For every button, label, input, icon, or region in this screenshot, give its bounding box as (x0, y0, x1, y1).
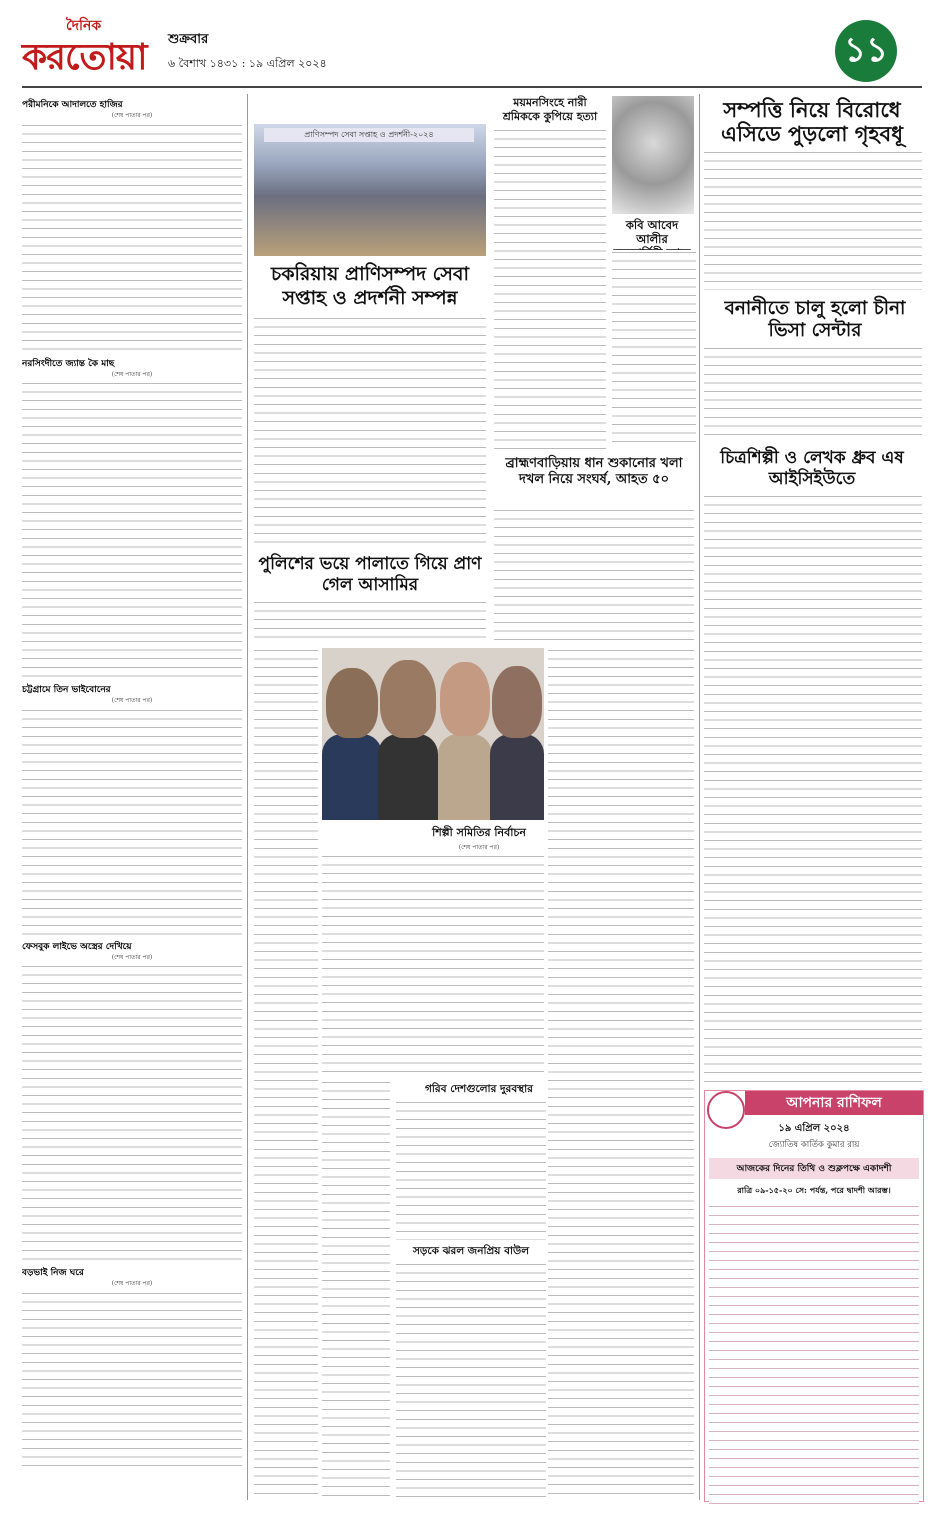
body-text (494, 128, 606, 450)
horoscope-box (704, 1090, 924, 1502)
section-title: বড়ভাই নিজ ঘরে (22, 1268, 84, 1279)
body-text (254, 648, 318, 1498)
section-title: ফেসবুক লাইভে অস্ত্রের দেখিয়ে (22, 941, 132, 952)
continued-label: (শেষ পাতার পর) (111, 953, 153, 961)
portrait (492, 666, 542, 738)
event-banner: প্রাণিসম্পদ সেবা সপ্তাহ ও প্রদর্শনী-২০২৪ (264, 128, 474, 142)
poet-portrait (612, 96, 694, 214)
portrait (326, 668, 378, 738)
horoscope-author: জ্যোতিষ কার্তিক কুমার রায় (768, 1140, 860, 1150)
headline-shilpi: শিল্পী সমিতির নির্বাচন (432, 826, 526, 839)
continued-label: (শেষ পাতার পর) (458, 844, 500, 851)
body-text (22, 1291, 242, 1471)
headline-kobi: কবি আবেদ আলীর (625, 218, 679, 246)
issue-date: ৬ বৈশাখ ১৪৩১ : ১৯ এপ্রিল ২০২৪ (168, 57, 327, 70)
column-divider (247, 94, 248, 1500)
body-text (494, 508, 694, 644)
headline-china: বনানীতে চালু হলো চীনা ভিসা সেন্টার (724, 298, 906, 341)
horoscope-entries (709, 1204, 919, 1504)
column-divider (699, 94, 700, 1500)
body-text (704, 494, 922, 1084)
section-title: পরীমনিকে আদালতে হাজির (22, 100, 123, 110)
section-title: চট্টগ্রামে তিন ভাইবোনের (22, 685, 111, 696)
headline-sorok: সড়কে ঝরল জনপ্রিয় বাউল (412, 1245, 530, 1257)
headline-mymensingh: ময়মনসিংহে নারী শ্রমিককে কুপিয়ে হত্যা (502, 96, 598, 123)
tithi-label: আজকের দিনের তিথি ও শুক্লপক্ষে একাদশী (709, 1158, 919, 1179)
portrait (380, 660, 436, 738)
headline-gorib: গরিব দেশগুলোর দুরবস্থার (425, 1083, 533, 1095)
body-text (612, 250, 696, 450)
headline-chitroshilpi: চিত্রশিল্পী ও লেখক ধ্রুব এষ আইসিইউতে (720, 448, 904, 489)
headline-brahmanbaria: ব্রাহ্মণবাড়িয়ায় ধান শুকানোর খলা দখল নিয়ে সংঘর্ষ, আহত ৫০ (505, 456, 683, 487)
continued-label: (শেষ পাতার পর) (111, 1280, 153, 1288)
continued-label: (শেষ পাতার পর) (111, 697, 153, 705)
body-text (22, 381, 242, 681)
event-photo (254, 124, 486, 256)
body-text (254, 316, 486, 544)
artists-photo (322, 648, 544, 820)
body-text (22, 964, 242, 1264)
left-column (22, 96, 242, 1496)
headline-police: পুলিশের ভয়ে পালাতে গিয়ে প্রাণ গেল আসামির (258, 554, 482, 595)
body-text (254, 600, 486, 644)
masthead-small-title: দৈনিক (66, 18, 102, 34)
continued-label: (শেষ পাতার পর) (111, 370, 153, 378)
headline-sompotti: সম্পত্তি নিয়ে বিরোধে এসিডে পুড়লো গৃহবধূ (720, 97, 904, 146)
header-divider (22, 86, 922, 88)
body-text (396, 1262, 546, 1498)
issue-day: শুক্রবার (168, 32, 209, 47)
horoscope-title: আপনার রাশিফল (745, 1091, 923, 1115)
body-text (548, 648, 694, 1498)
body-text (322, 1080, 390, 1498)
masthead-title: করতোয়া (22, 36, 147, 78)
section-title: নরসিংদীতে জ্যান্ত কৈ মাছ (22, 358, 115, 369)
tithi-text: রাত্রি ০৯-১৫-২০ সে: পর্যন্ত, পরে দ্বাদশী আরম্ভ। (737, 1185, 891, 1195)
horoscope-date: ১৯ এপ্রিল ২০২৪ (778, 1123, 850, 1134)
masthead (22, 14, 162, 76)
headline-chakaria: চকরিয়ায় প্রাণিসম্পদ সেবা সপ্তাহ ও প্রদর্শনী সম্পন্ন (270, 263, 470, 309)
continued-label: (শেষ পাতার পর) (111, 112, 153, 119)
body-text (704, 346, 922, 442)
page-number-badge: ১১ (835, 20, 897, 82)
zodiac-wheel-icon (707, 1091, 745, 1129)
body-text (396, 1100, 546, 1240)
portrait (440, 662, 490, 736)
body-text (704, 150, 922, 290)
body-text (22, 708, 242, 938)
body-text (22, 123, 242, 355)
body-text (322, 854, 544, 1076)
